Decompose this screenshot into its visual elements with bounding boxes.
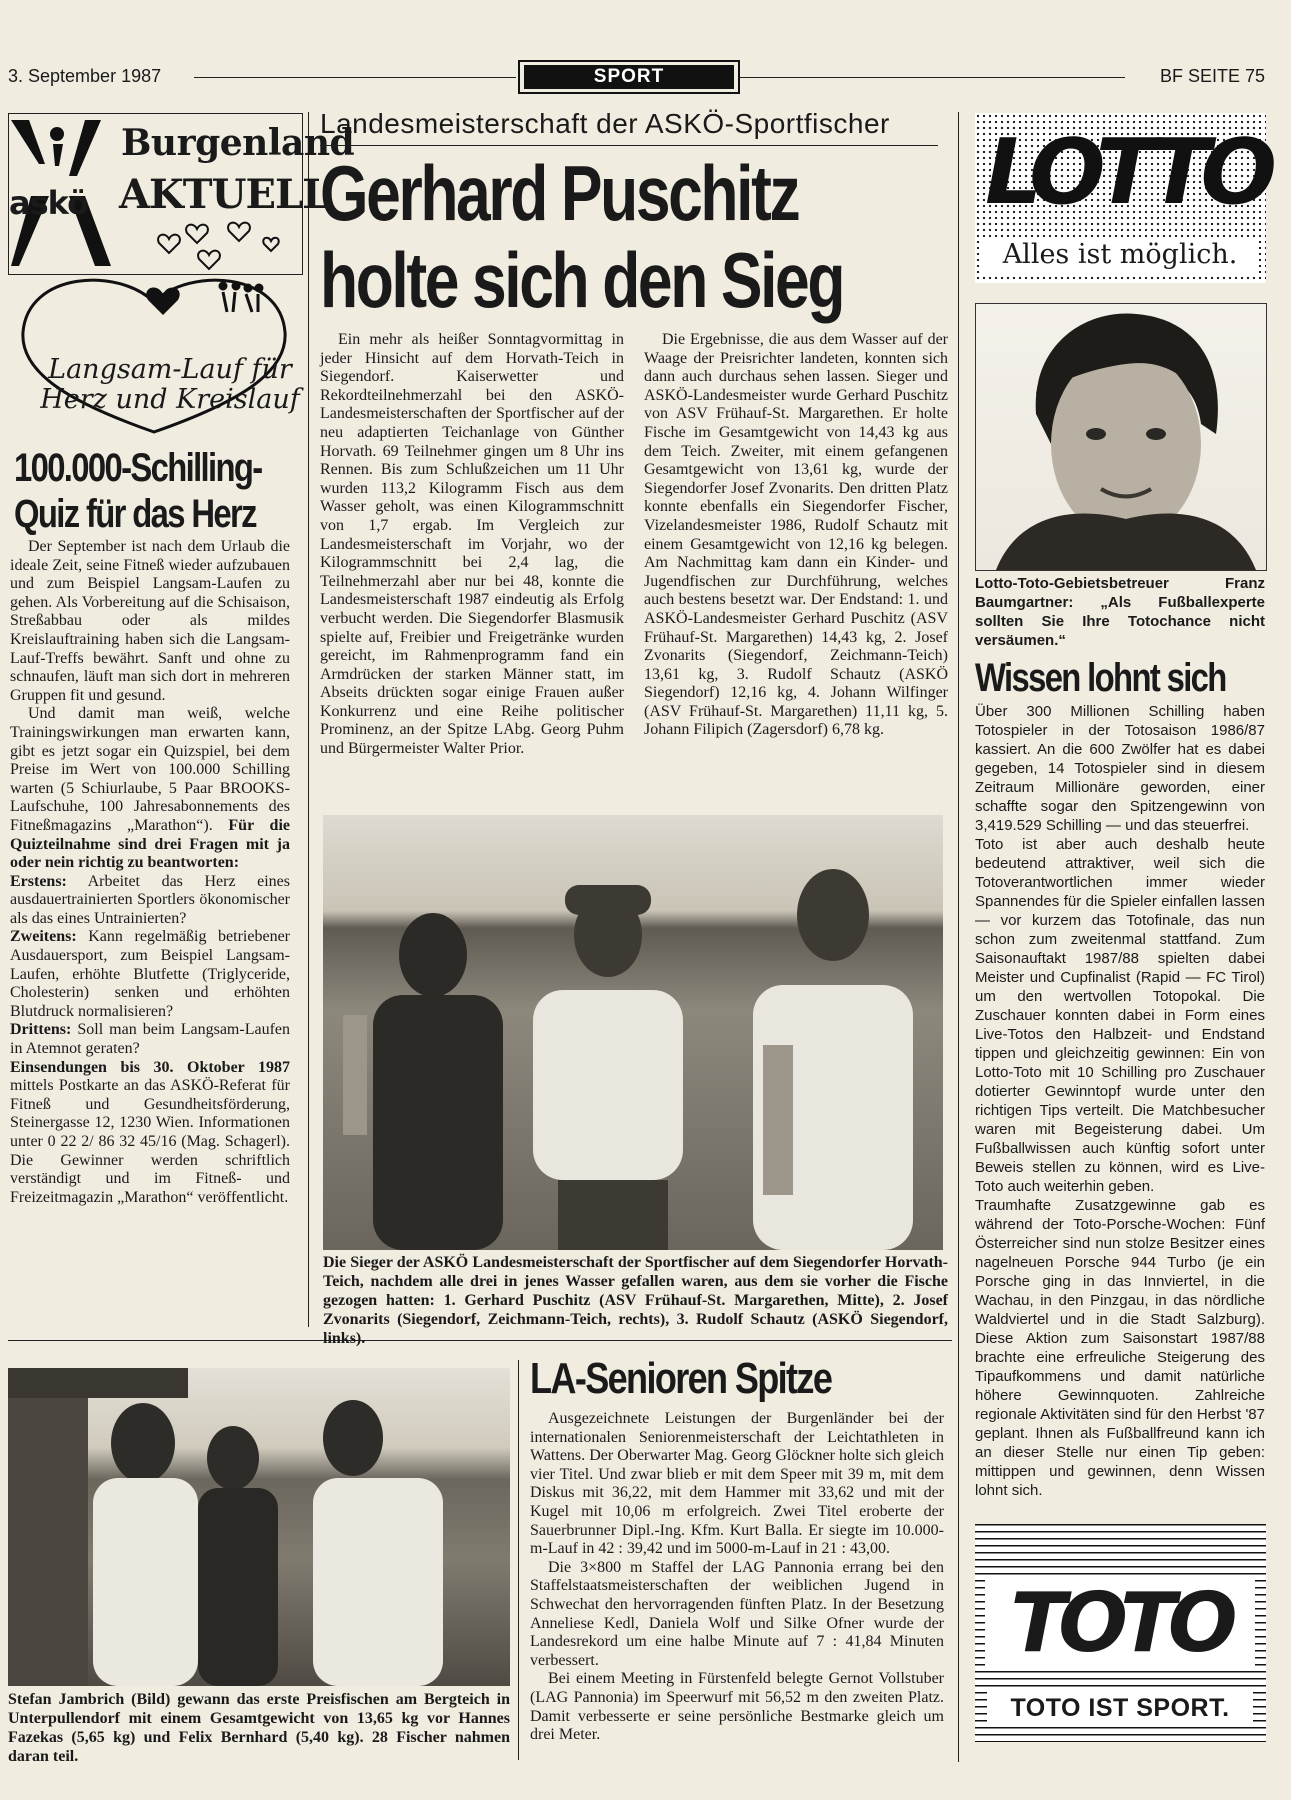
fishing-photo-caption: Stefan Jambrich (Bild) gewann das erste Preisfischen am Bergteich in Unterpullendorf mit einem Gesamtgewicht von 13,65 kg vor Hannes Fazekas (5,65 kg) und Felix Bernhard (5,40 kg). 28 Fischer nahmen daran teil. [8, 1691, 510, 1765]
quiz-submission [10, 1059, 290, 1208]
toto-logo: TOTO [985, 1579, 1255, 1669]
article-kicker: Landesmeisterschaft der ASKÖ-Sportfischer [320, 108, 890, 139]
page-number: BF SEITE 75 [1159, 66, 1265, 86]
toto-tagline: TOTO IST SPORT. [987, 1690, 1253, 1726]
article-column-1 [320, 331, 624, 759]
column-divider [518, 1360, 519, 1760]
section-label: SPORT [524, 65, 734, 89]
logo-subtitle: AKTUELL [119, 171, 330, 218]
quiz-headline-line-1: 100.000-Schilling- [14, 446, 262, 490]
askoe-mark: askö [9, 184, 89, 222]
article-headline-line-2: holte sich den Sieg [320, 236, 844, 324]
winners-figures-image [323, 815, 943, 1250]
quiz-question-1 [10, 873, 290, 929]
toto-paragraph: Toto ist aber auch deshalb heute bedeutend attraktiver, weil sich die Totoverantwortlichen immer wieder Spannendes für die Spieler einfallen lassen — vor kurzem das Totofinale, das nun schon zum zweitenmal stattfand. Zum Saisonauftakt 1987/88 spielten dabei Meister und Cupfinalist (Rapid — FC Tirol) um den wertvollen Totopokal. Die Zuschauer konnten dabei in Form eines Live-Totos den Halbzeit- und Endstand tippen und gleichzeitig gewinnen: Ein von Lotto-Toto mit 10 Schilling pro Zuschauer dotierter Gewinntopf wurde unter den richtigen Tips verteilt. Die Matchbesucher waren mit Begeisterung dabei. Um Fußballwissen auch künftig sofort unter Beweis stellen zu können, wird es Live-Toto auch weiterhin geben. [975, 836, 1265, 1195]
lotto-ad [975, 113, 1266, 283]
quiz-prizes-text: Und damit man weiß, welche Trainingswirkungen man erwarten kann, gibt es jetzt sogar ein Quizspiel, bei dem Preise im Wert von 100.000 Schilling warten (5 Schiurlaube, 5 Paar BROOKS-Laufschuhe, 100 Jahresabonnements des Fitneßmagazins „Marathon“). [10, 705, 290, 834]
question-label: Erstens: [10, 872, 67, 890]
question-text: Arbeitet das Herz eines ausdauertrainierten Sportlers ökonomischer als das eines Untrainierten? [10, 872, 290, 927]
submission-text: mittels Postkarte an das ASKÖ-Referat für Fitneß und Gesundheitsförderung, Steinergasse 12, 1230 Wien. Informationen unter 0 22 2/ 86 32 45/16 (Mag. Schagerl). Die Gewinner werden schriftlich verständigt und im Fitneß- und Freizeitmagazin „Marathon“ veröffentlicht. [10, 1077, 290, 1206]
quiz-question-3 [10, 1021, 290, 1058]
hearts-decoration-icon [139, 219, 299, 274]
winners-photo-caption: Die Sieger der ASKÖ Landesmeisterschaft der Sportfischer auf dem Siegendorfer Horvath-Teich, nachdem alle drei in jenes Wasser gefallen waren, aus dem sie vorher die Fische gezogen hatten: 1. Gerhard Puschitz (ASV Frühauf-St. Margarethen, Mitte), 2. Josef Zvonarits (Siegendorf, Zeichmann-Teich, rechts), 3. Rudolf Schautz (ASKÖ Siegendorf, links). [323, 1254, 948, 1347]
seniors-paragraph: Die 3×800 m Staffel der LAG Pannonia errang bei den Staffelstaatsmeisterschaften der weiblichen Jugend in Schwechat den hervorragenden fünften Platz. In der Besetzung Anneliese Kedl, Daniela Wolf und Silke Ofner wurde der Landesrekord um eine halbe Minute auf 7 : 41,84 Minuten verbessert. [530, 1558, 944, 1669]
question-label: Drittens: [10, 1021, 72, 1039]
slogan-line-1: Langsam-Lauf für [48, 354, 292, 385]
slogan-line-2: Herz und Kreislauf [40, 384, 300, 415]
quiz-paragraph: Der September ist nach dem Urlaub die ideale Zeit, seine Fitneß wieder aufzubauen und zum Beispiel Langsam-Laufen zu gehen. Als Vorbereitung auf die Schisaison, Streßabbau oder als mildes Kreislauftraining haben sich die Langsam-Lauf-Treffs bewährt. Sanft und ohne zu schnaufen, läuft man sich dort in mehreren Gruppen fit und gesund. [10, 538, 290, 704]
article-paragraph: Ein mehr als heißer Sonntagvormittag in jeder Hinsicht auf dem Horvath-Teich in Siegendorf. Kaiserwetter und Rekordteilnehmerzahl bei den ASKÖ-Landesmeisterschaften der Sportfischer auf der neu adaptierten Teichanlage von Günther Horvath. 69 Teilnehmer gingen um 8 Uhr ins Rennen. Bis zum Schlußzeichen um 11 Uhr wurden 113,2 Kilogramm Fisch aus dem Wasser geholt, was einen Kilogrammschnitt von 1,7 ergab. Im Vergleich zur Landesmeisterschaft im Vorjahr, wo der Kilogrammschnitt bei 2,4 lag, die Teilnehmerzahl aber nur bei 48, konnte die Landesmeisterschaft 1987 eindeutig als Erfolg verbucht werden. Die Siegendorfer Blasmusik spielte auf, Freibier und Freigetränke wurden gereicht, im Rahmenprogramm fand ein Armdrücken der starken Männer statt, im Abseits drückten sogar einige Frauen außer Konkurrenz und eine Reihe politischer Prominenz, an der Spitze LAbg. Georg Puhm und Bürgermeister Walter Prior. [320, 331, 624, 758]
quiz-headline-line-2: Quiz für das Herz [14, 492, 256, 536]
logo-title: Burgenland [121, 122, 355, 164]
toto-paragraph: Über 300 Millionen Schilling haben Totospieler in der Totosaison 1986/87 kassiert. An die 600 Zwölfer hat es dabei gegeben, 14 Totospieler sind in diesem Zeitraum Millionäre geworden, einer schaffte sogar den Spitzengewinn von 3,419.529 Schilling — und das steuerfrei. [975, 703, 1265, 834]
header-rule-left [194, 77, 516, 78]
question-text: Soll man beim Langsam-Laufen in Atemnot geraten? [10, 1021, 291, 1058]
issue-date: 3. September 1987 [8, 66, 162, 86]
seniors-paragraph: Bei einem Meeting in Fürstenfeld belegte Gernot Vollstuber (LAG Pannonia) im Speerwurf mit 56,52 m den zweiten Platz. Damit verbesserte er seine persönliche Bestmarke gleich um drei Meter. [530, 1670, 944, 1744]
seniors-headline: LA-Senioren Spitze [530, 1354, 832, 1403]
portrait-caption: Lotto-Toto-Gebietsbetreuer Franz Baumgartner: „Als Fußballexperte sollten Sie Ihre Totochance nicht versäumen.“ [975, 575, 1265, 649]
section-label-box [518, 60, 740, 94]
seniors-paragraph: Ausgezeichnete Leistungen der Burgenländer bei der internationalen Seniorenmeisterschaft der Leichtathleten in Wattens. Der Oberwarter Mag. Georg Glöckner holte sich gleich vier Titel. Und zwar blieb er mit dem Speer mit 39 m, mit dem Diskus mit 36,22, mit dem Hammer mit 33,62 und mit der Kugel mit 10,06 m erfolgreich. Zwei Titel eroberte der Sauerbrunner Dipl.-Ing. Kfm. Kurt Balla. Er siegte im 10.000-m-Lauf in 42 : 39,42 und im 5000-m-Lauf in 21 : 43,00. [530, 1410, 944, 1558]
toto-article [975, 702, 1265, 1500]
fishing-photo [8, 1368, 510, 1686]
column-divider [958, 112, 959, 1762]
seniors-article [530, 1410, 944, 1745]
right-headline: Wissen lohnt sich [975, 656, 1226, 700]
question-text: Kann regelmäßig betriebener Ausdauersport, zum Beispiel Langsam-Laufen, erhöhte Blutfette (Triglyceride, Cholesterin) senken und erhöhten Blutdruck normalisieren? [10, 928, 291, 1020]
article-headline-line-1: Gerhard Puschitz [320, 149, 799, 237]
fishing-group-image [8, 1368, 510, 1686]
kicker-rule [320, 145, 938, 146]
toto-paragraph: Traumhafte Zusatzgewinne gab es während der Toto-Porsche-Wochen: Fünf Österreicher sind nun stolze Besitzer eines nagelneuen Porsche 944 Turbo (je ein Porsche ging in das Innviertel, in die Wachau, in den Pinzgau, in das nördliche Waldviertel und in die Stadt Salzburg). Diese Aktion zum Saisonstart 1987/88 brachte eine erfreuliche Steigerung des Tipaufkommens und damit natürliche höhere Gewinnquoten. Zahlreiche regionale Aktivitäten sind für den Herbst '87 geplant. Ihnen als Fußballfreund kann ich an dieser Stelle nur einen Tip geben: mittippen und gewinnen, denn Wissen lohnt sich. [975, 1197, 1265, 1499]
column-divider [308, 112, 309, 1327]
lotto-tagline: Alles ist möglich. [981, 237, 1259, 273]
quiz-question-2 [10, 928, 290, 1021]
question-label: Zweitens: [10, 928, 77, 946]
quiz-article [10, 538, 290, 1207]
toto-ad [975, 1524, 1266, 1742]
header-rule-right [738, 77, 1125, 78]
article-paragraph: Die Ergebnisse, die aus dem Wasser auf der Waage der Preisrichter landeten, konnten sich dann auch durchaus sehen lassen. Sieger und ASKÖ-Landesmeister wurde Gerhard Puschitz von ASV Frühauf-St. Margarethen. Er holte Fische im Gesamtgewicht von 14,43 kg aus dem Teich. Zweiter, mit einem gefangenen Gesamtgewicht von 13,61 kg, wurde der Siegendorfer Josef Zvonarits. Den dritten Platz konnte ebenfalls ein Siegendorfer Fischer, Vizelandesmeister 1986, Rudolf Schautz mit einem Gesamtgewicht von 12,16 kg belegen. Am Nachmittag kam dann ein Kinder- und Jugendfischen zur Durchführung, welches auch bestens besetzt war. Der Endstand: 1. und ASKÖ-Landesmeister Gerhard Puschitz (ASV Frühauf-St. Margarethen) 14,43 kg, 2. Josef Zvonarits (Siegendorf, Zeichmann-Teich) 13,61 kg, 3. Rudolf Schautz (ASKÖ Siegendorf) 12,16 kg, 4. Johann Wilfinger (ASV Frühauf-St. Margarethen) 11,11 kg, 5. Johann Filipich (Zagersdorf) 6,78 kg. [644, 331, 948, 739]
quiz-instructions: Für die Quizteilnahme sind drei Fragen mit ja oder nein richtig zu beantworten: [10, 816, 290, 872]
article-column-2 [644, 331, 948, 740]
quiz-paragraph [10, 705, 290, 872]
submission-deadline: Einsendungen bis 30. Oktober 1987 [10, 1058, 290, 1076]
askoe-logo-box [8, 113, 355, 275]
portrait-photo [975, 303, 1267, 571]
winners-photo [323, 815, 943, 1250]
lotto-logo: LOTTO [985, 120, 1268, 225]
portrait-image [976, 304, 1266, 570]
